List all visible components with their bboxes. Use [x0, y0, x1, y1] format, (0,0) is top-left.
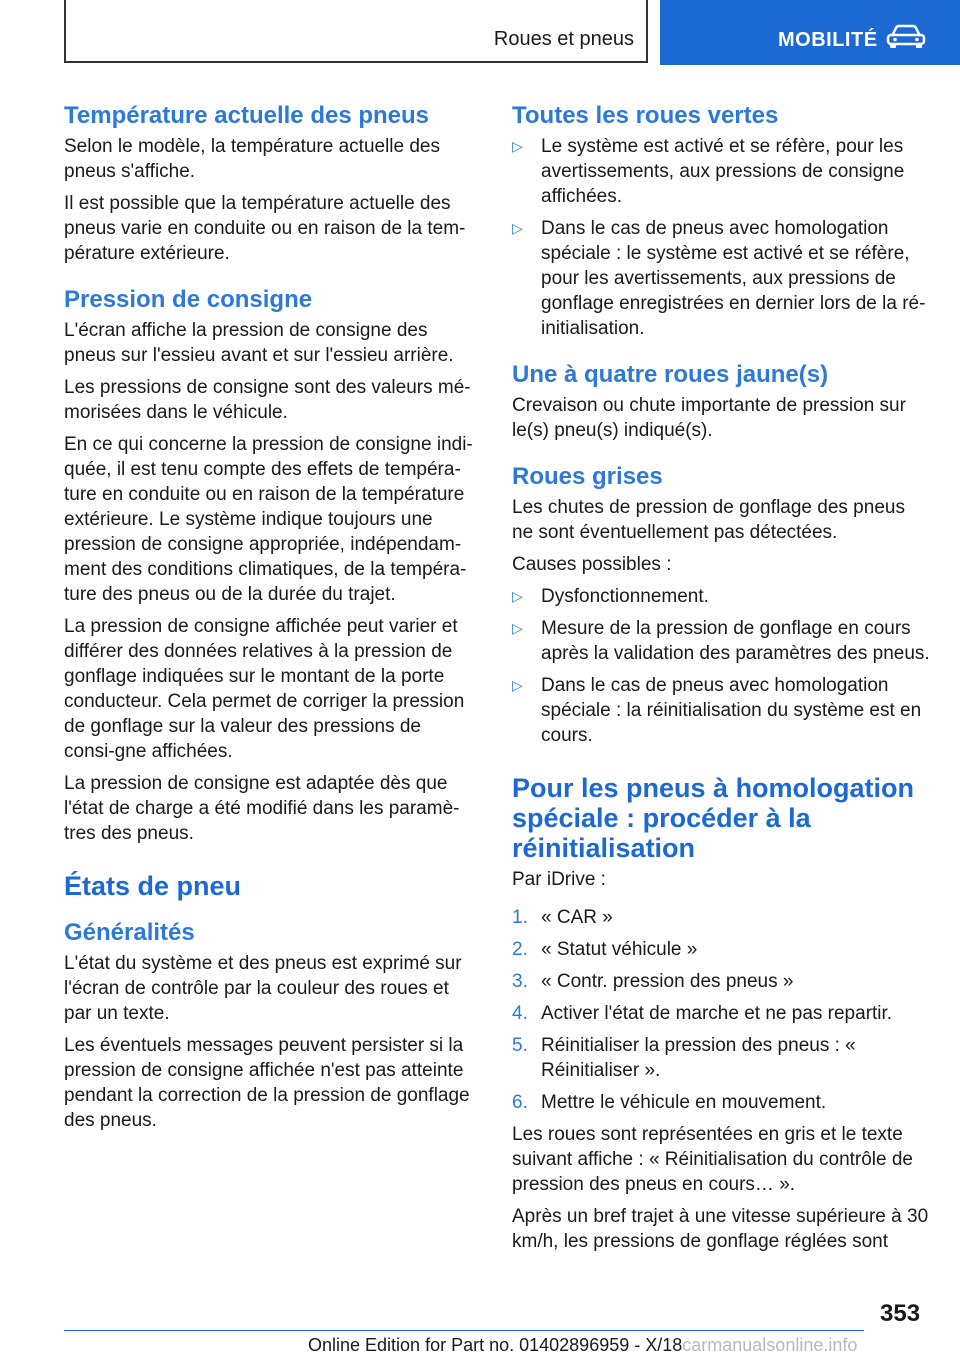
triangle-bullet-icon: ▷ — [512, 138, 523, 154]
paragraph: L'écran affiche la pression de consigne des pneus sur l'essieu avant et sur l'essieu arrière. — [64, 320, 454, 366]
heading-etats-pneu: États de pneu — [64, 871, 242, 901]
paragraph: Les chutes de pression de gonflage des pneus ne sont éventuellement pas détectées. — [512, 497, 905, 543]
triangle-bullet-icon: ▷ — [512, 677, 523, 693]
step-item: 4. Activer l'état de marche et ne pas repartir. — [512, 1003, 893, 1024]
heading-pression-consigne: Pression de consigne — [64, 286, 313, 313]
chapter-label: MOBILITÉ — [778, 29, 878, 51]
list-item: ▷ Mesure de la pression de gonflage en cours après la validation des paramètres des pneus. — [512, 618, 930, 664]
paragraph: La pression de consigne affichée peut varier et différer des données relatives à la pression de gonflage indiquées sur le montant de la porte conducteur. Cela permet de corriger la pression de gonflage sur la valeur des pressions de consi-gne affichées. — [64, 616, 465, 762]
paragraph: Les roues sont représentées en gris et le texte suivant affiche : « Réinitialisation du contrôle de pression des pneus en cours… ». — [512, 1124, 914, 1195]
paragraph: Après un bref trajet à une vitesse supérieure à 30 km/h, les pressions de gonflage réglées sont — [512, 1206, 929, 1252]
list-item: ▷ Dysfonctionnement. — [512, 586, 709, 607]
paragraph: En ce qui concerne la pression de consigne indi-quée, il est tenu compte des effets de tempéra-ture en conduite ou en raison de la température extérieure. Le système indique toujours une pression de consigne appropriée, indépendam-ment des conditions climatiques, de la tempéra-ture des pneus ou de la durée du trajet. — [64, 434, 473, 605]
paragraph: Crevaison ou chute importante de pression sur le(s) pneu(s) indiqué(s). — [512, 395, 906, 441]
paragraph: Les éventuels messages peuvent persister si la pression de consigne affichée n'est pas atteinte pendant la correction de la pression de gonflage des pneus. — [64, 1035, 470, 1131]
header-frame — [64, 0, 648, 63]
triangle-bullet-icon: ▷ — [512, 220, 523, 236]
paragraph: Par iDrive : — [512, 869, 606, 890]
watermark: carmanualsonline.info — [682, 1335, 858, 1355]
paragraph: Il est possible que la température actuelle des pneus varie en conduite ou en raison de la tem-pérature extérieure. — [64, 193, 466, 264]
heading-generalites: Généralités — [64, 919, 195, 946]
page-number: 353 — [880, 1300, 921, 1327]
step-item: 3. « Contr. pression des pneus » — [512, 971, 794, 992]
triangle-bullet-icon: ▷ — [512, 620, 523, 636]
heading-temperature: Température actuelle des pneus — [64, 102, 430, 129]
paragraph: L'état du système et des pneus est exprimé sur l'écran de contrôle par la couleur des roues et par un texte. — [64, 953, 462, 1024]
heading-roues-jaunes: Une à quatre roues jaune(s) — [512, 361, 829, 388]
heading-reinitialisation: Pour les pneus à homologation spéciale : procéder à la réinitialisation — [512, 773, 915, 863]
step-item: 6. Mettre le véhicule en mouvement. — [512, 1092, 827, 1113]
bullet-list — [512, 134, 930, 341]
car-icon — [886, 24, 926, 48]
paragraph: Causes possibles : — [512, 554, 672, 575]
step-item: 2. « Statut véhicule » — [512, 939, 698, 960]
list-item: ▷ Le système est activé et se réfère, pour les avertissements, aux pressions de consigne affichées. — [512, 136, 905, 207]
list-item: ▷ Dans le cas de pneus avec homologation spéciale : le système est activé et se réfère, pour les avertissements, aux pressions de gonflage enregistrées en dernier lors de la ré-initialisation. — [512, 218, 926, 339]
numbered-steps — [512, 905, 930, 1115]
paragraph: La pression de consigne est adaptée dès que l'état de charge a été modifié dans les paramè-tres des pneus. — [64, 773, 460, 844]
left-column — [64, 98, 476, 1140]
heading-roues-vertes: Toutes les roues vertes — [512, 102, 779, 129]
heading-roues-grises: Roues grises — [512, 463, 663, 490]
step-item: 1. « CAR » — [512, 907, 613, 928]
section-title: Roues et pneus — [493, 28, 634, 50]
footer-edition — [308, 1335, 857, 1356]
bullet-list — [512, 584, 930, 748]
triangle-bullet-icon: ▷ — [512, 588, 523, 604]
paragraph: Les pressions de consigne sont des valeurs mé-morisées dans le véhicule. — [64, 377, 471, 423]
edition-text: Online Edition for Part no. 01402896959 - X/18 — [308, 1335, 683, 1355]
chapter-tab[interactable] — [660, 0, 960, 65]
footer-rule — [64, 1330, 864, 1331]
step-item: 5. Réinitialiser la pression des pneus : « Réinitialiser ». — [512, 1035, 856, 1081]
list-item: ▷ Dans le cas de pneus avec homologation spéciale : la réinitialisation du système est en cours. — [512, 675, 922, 746]
paragraph: Selon le modèle, la température actuelle des pneus s'affiche. — [64, 136, 441, 182]
right-column — [512, 98, 930, 1261]
